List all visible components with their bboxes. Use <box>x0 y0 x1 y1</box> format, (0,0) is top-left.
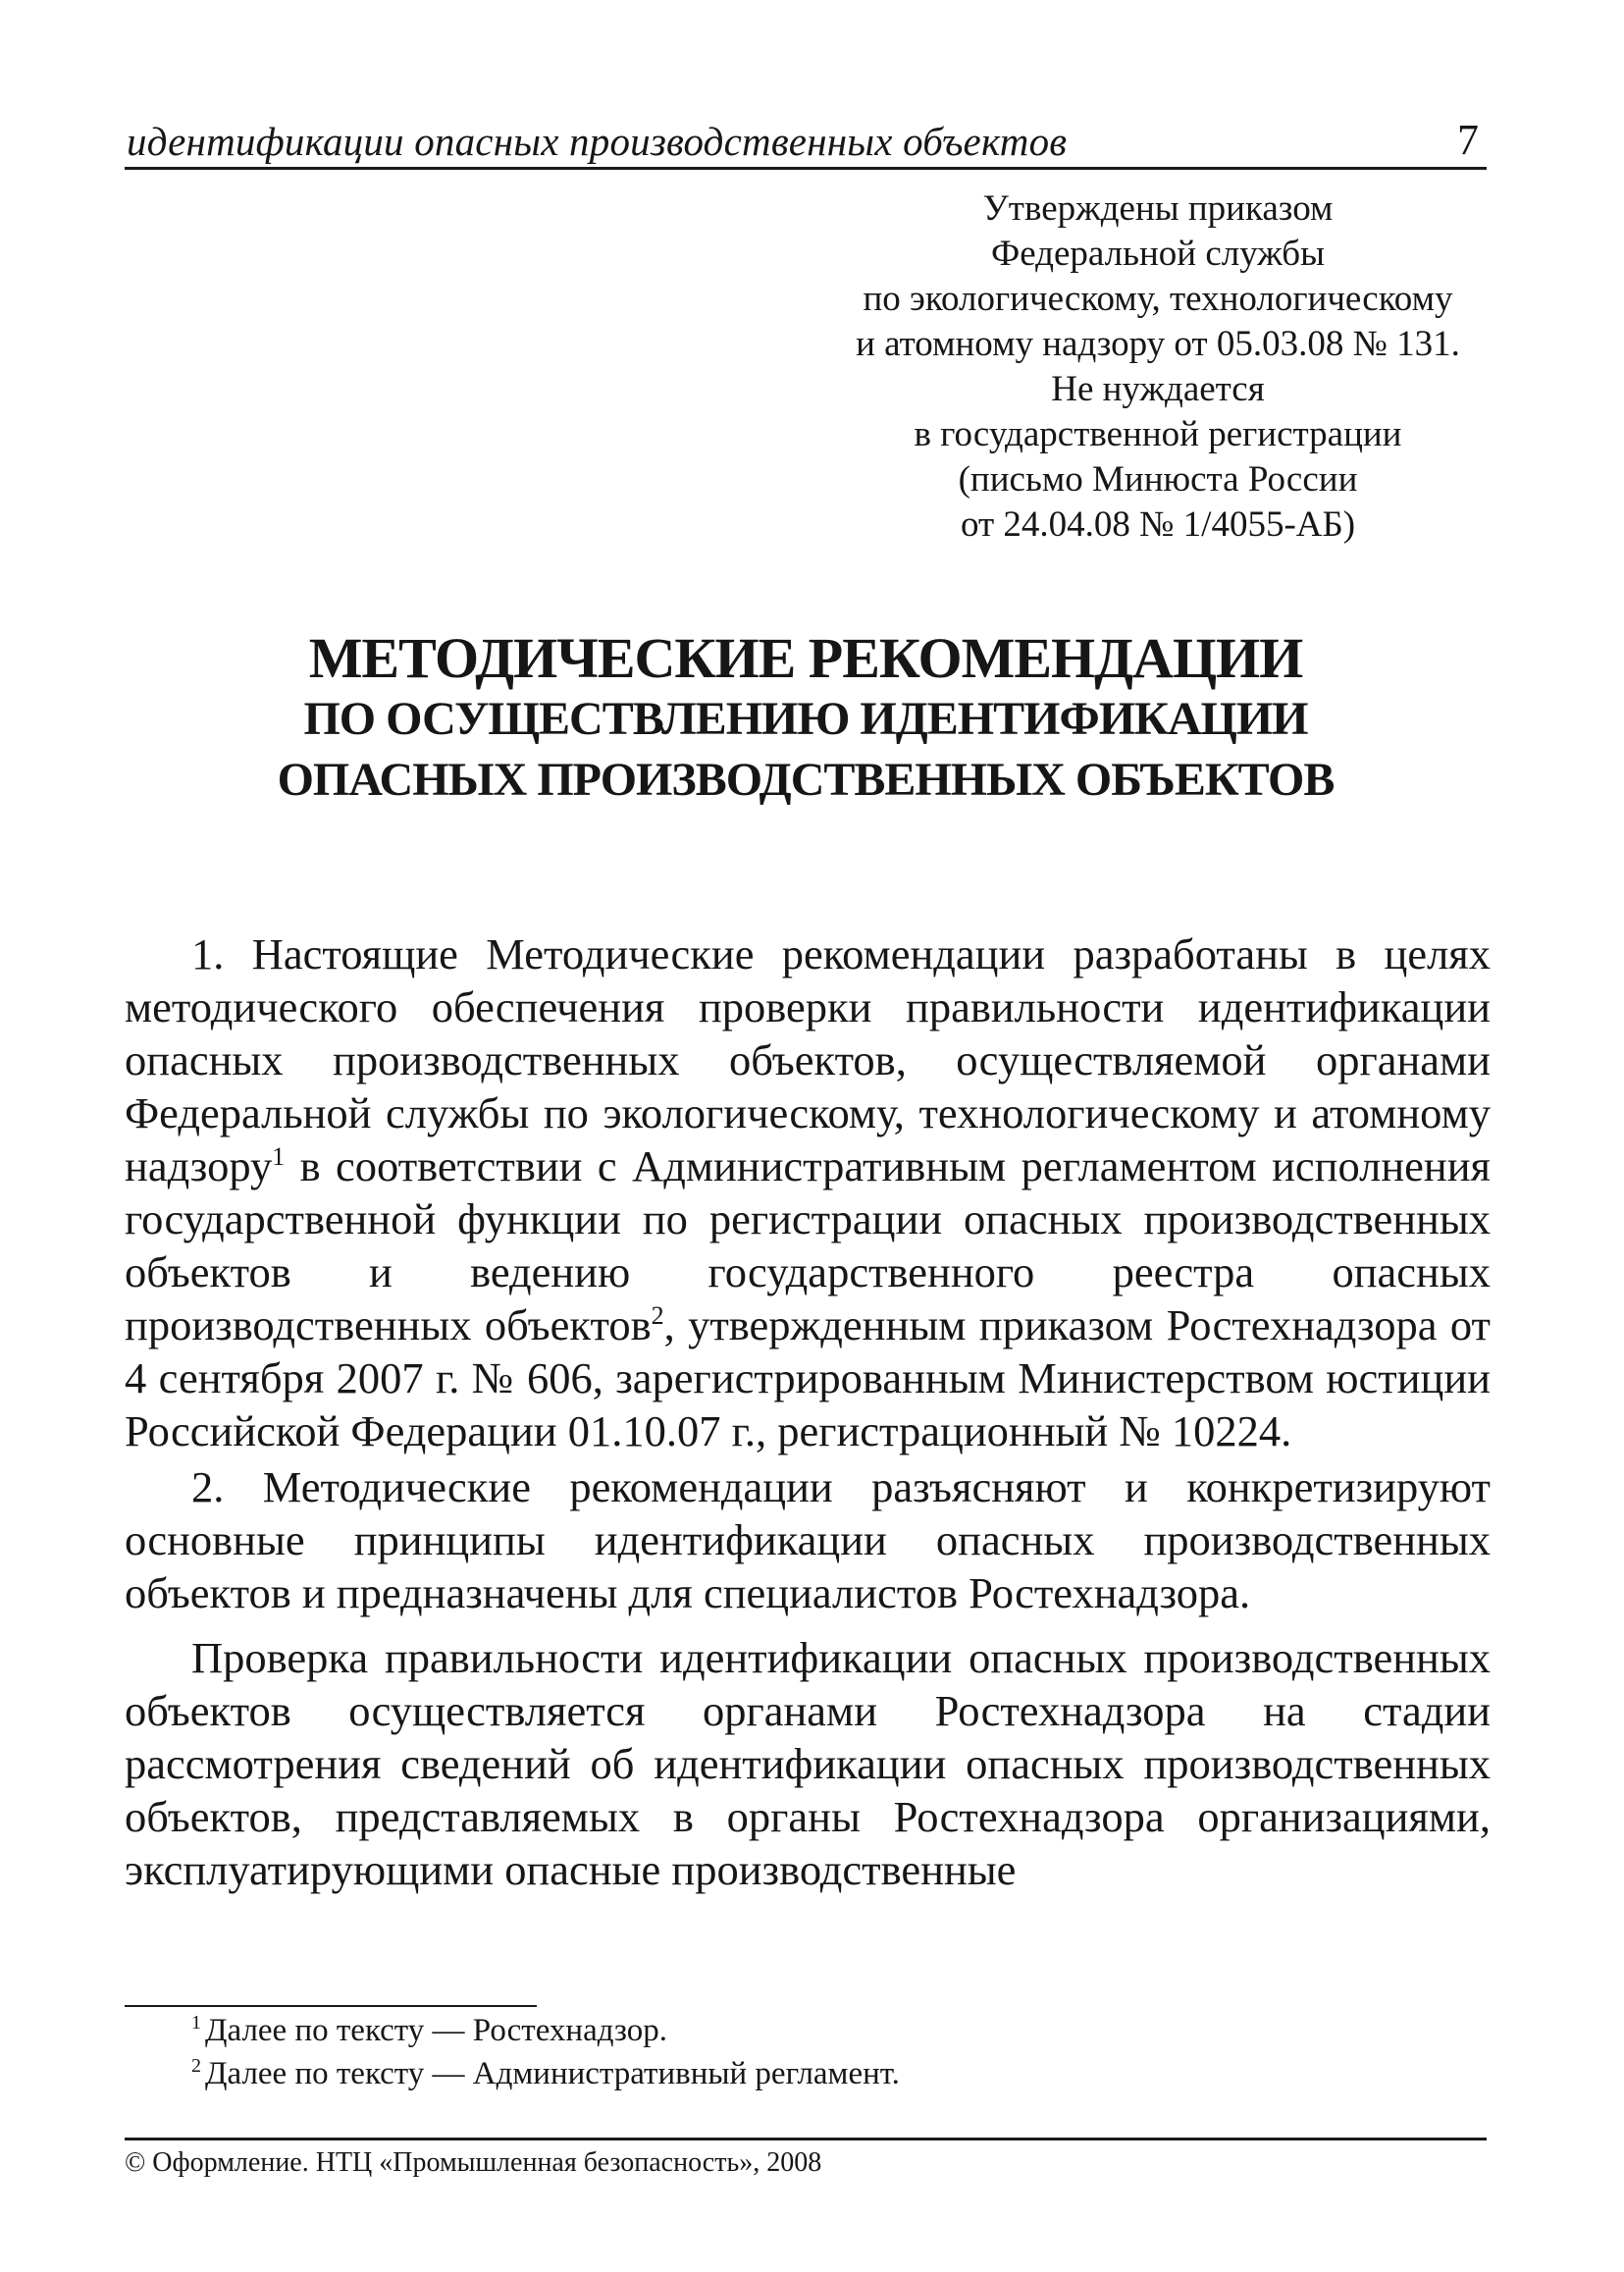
body-text <box>125 927 1491 1896</box>
page-number: 7 <box>1457 116 1479 164</box>
footnote-mark: 1 <box>191 2012 201 2034</box>
footnote-separator <box>125 2005 537 2007</box>
footnote-ref-1: 1 <box>272 1142 286 1171</box>
paragraph-2: 2. Методические рекомендации разъясняют и конкретизируют основные принципы идентификации опасных производственных объектов и предназначены для специалистов Ростехнадзора. <box>125 1462 1491 1617</box>
footnotes <box>191 2009 900 2095</box>
approval-line: в государственной регистрации <box>914 414 1402 454</box>
approval-line: по экологическому, технологическому <box>863 279 1453 319</box>
paragraph-1 <box>125 927 1491 1457</box>
approval-line: Федеральной службы <box>990 234 1325 274</box>
footnote-item <box>191 2052 900 2095</box>
paragraph-1-part-b: в соответствии с Административным регламентом исполнения государственной функции по регистрации опасных производственных объектов и ведению государственного реестра опасных производственных объектов <box>125 1141 1491 1349</box>
running-header <box>125 116 1487 170</box>
paragraph-1-part-a: 1. Настоящие Методические рекомендации разработаны в целях методического обеспечения проверки правильности идентификации опасных производственных объектов, осуществляемой органами Федеральной службы по экологическому, технологическому и атомному надзору <box>125 929 1491 1190</box>
footnote-ref-2: 2 <box>651 1301 664 1330</box>
document-title <box>125 628 1487 811</box>
paragraph-1-part-c: , утвержденным приказом Ростехнадзора от 4 сентября 2007 г. № 606, зарегистрированным Министерством юстиции Российской Федерации 01.10.07 г., регистрационный № 10224. <box>125 1300 1492 1455</box>
footnote-text: Далее по тексту — Административный регламент. <box>205 2056 900 2091</box>
paragraph-3: Проверка правильности идентификации опасных производственных объектов осуществляется органами Ростехнадзора на стадии рассмотрения сведений об идентификации опасных производственных объектов, представляемых в органы Ростехнадзора организациями, эксплуатирующими опасные производственные <box>125 1633 1491 1894</box>
footer-rule <box>125 2138 1487 2140</box>
approval-line: (письмо Минюста России <box>958 459 1358 500</box>
footnote-text: Далее по тексту — Ростехнадзор. <box>205 2013 668 2048</box>
approval-line: от 24.04.08 № 1/4055-АБ) <box>960 504 1356 545</box>
title-line-2: ПО ОСУЩЕСТВЛЕНИЮ ИДЕНТИФИКАЦИИ <box>303 693 1308 745</box>
approval-block <box>824 186 1492 548</box>
footnote-item <box>191 2009 900 2052</box>
approval-line: и атомному надзору от 05.03.08 № 131. <box>856 324 1460 364</box>
footer-copyright: © Оформление. НТЦ «Промышленная безопасность», 2008 <box>125 2147 822 2178</box>
title-line-1: МЕТОДИЧЕСКИЕ РЕКОМЕНДАЦИИ <box>308 626 1303 690</box>
running-title: идентификации опасных производственных объектов <box>127 119 1068 164</box>
approval-line: Утверждены приказом <box>982 188 1334 229</box>
footnote-mark: 2 <box>191 2055 201 2077</box>
title-line-3: ОПАСНЫХ ПРОИЗВОДСТВЕННЫХ ОБЪЕКТОВ <box>277 754 1335 806</box>
approval-line: Не нуждается <box>1051 369 1265 409</box>
